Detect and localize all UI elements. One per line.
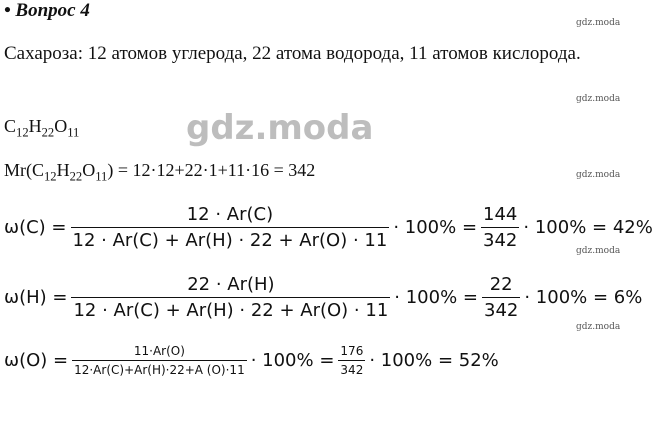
equation-oxygen (4, 344, 499, 377)
watermark-small: gdz.moda (576, 94, 621, 104)
fraction-denominator: 342 (338, 360, 365, 377)
watermark-small: gdz.moda (576, 18, 621, 28)
watermark-small: gdz.moda (576, 322, 621, 332)
fraction-denominator: 12 · Ar(C) + Ar(H) · 22 + Ar(O) · 11 (71, 227, 390, 251)
equation-lhs: ω(O) = (4, 350, 69, 371)
molar-mass-line: $Mr(C_{12}H_{22}O_{11}) = 12\cdot 12+22\cdot 1+11\cdot 16 = 342$ (4, 160, 316, 184)
equation-mid: · 100% = (250, 350, 335, 371)
watermark-small: gdz.moda (576, 246, 621, 256)
fraction-denominator: 342 (481, 227, 519, 251)
fraction-numerator: 144 (483, 204, 518, 225)
fraction-numerator: 22 (489, 274, 513, 295)
fraction (72, 344, 247, 377)
fraction-denominator: 12·Ar(C)+Ar(H)·22+A (O)·11 (72, 360, 247, 377)
equation-rhs: · 100% = 52% (369, 350, 499, 371)
question-title: • Вопрос 4 (4, 0, 90, 21)
equation-lhs: ω(C) = (4, 217, 67, 238)
watermark-small: gdz.moda (576, 170, 621, 180)
fraction-numerator: 22 · Ar(H) (187, 274, 275, 295)
equation-carbon (4, 204, 653, 251)
equation-lhs: ω(H) = (4, 287, 68, 308)
equation-rhs: · 100% = 42% (523, 217, 653, 238)
fraction (482, 274, 520, 321)
fraction-numerator: 11·Ar(O) (133, 344, 185, 358)
fraction-numerator: 12 · Ar(C) (186, 204, 274, 225)
fraction-numerator: 176 (340, 344, 364, 358)
fraction (338, 344, 365, 377)
description-paragraph: Сахароза: 12 атомов углерода, 22 атома водорода, 11 атомов кислорода. (4, 43, 581, 64)
equation-mid: · 100% = (393, 217, 478, 238)
fraction-denominator: 342 (482, 297, 520, 321)
molecular-formula: $C_{12}H_{22}O_{11}$ (4, 116, 80, 140)
fraction (71, 204, 390, 251)
fraction (71, 274, 390, 321)
equation-mid: · 100% = (394, 287, 478, 308)
fraction (481, 204, 519, 251)
equation-rhs: · 100% = 6% (524, 287, 643, 308)
watermark-logo: gdz.moda (186, 108, 374, 148)
equation-hydrogen (4, 274, 642, 321)
fraction-denominator: 12 · Ar(C) + Ar(H) · 22 + Ar(O) · 11 (71, 297, 390, 321)
